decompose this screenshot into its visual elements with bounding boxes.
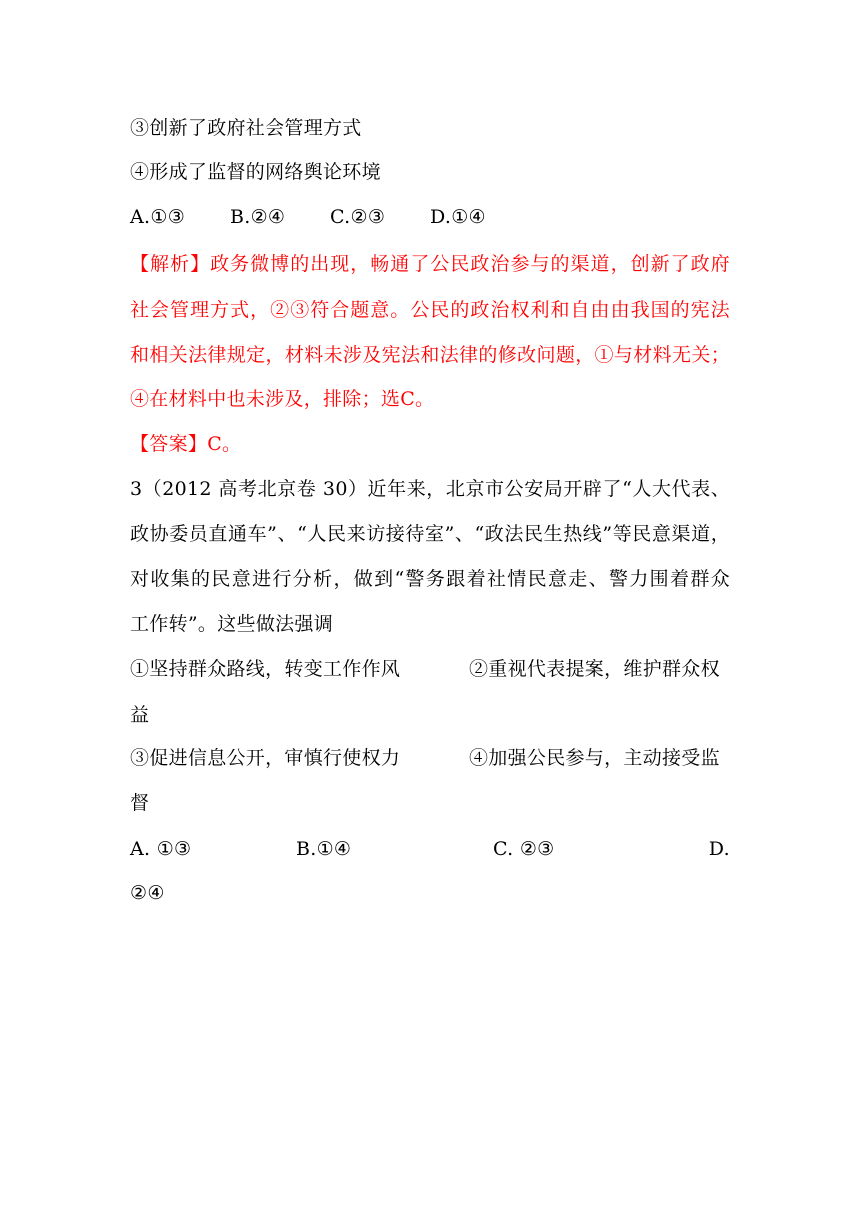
q2-analysis-line-4: ④在材料中也未涉及，排除；选C。 (130, 388, 435, 410)
q2-option-3: ③创新了政府社会管理方式 (130, 117, 362, 139)
q2-choice-a: A.①③ (130, 206, 186, 228)
q3-option-2: ②重视代表提案，维护群众权 (469, 658, 720, 680)
q3-choice-c: C. ②③ (493, 838, 555, 860)
q3-option-4-continuation: 督 (130, 792, 150, 814)
q2-analysis-line-2: 社会管理方式，②③符合题意。公民的政治权利和自由由我国的宪法 (130, 299, 730, 321)
q3-stem-line-1: 3（2012 高考北京卷 30）近年来，北京市公安局开辟了“人大代表、 (130, 478, 730, 500)
q2-choice-b: B.②④ (230, 206, 286, 228)
q3-choice-a: A. ①③ (130, 838, 192, 860)
q3-stem-line-2: 政协委员直通车”、“人民来访接待室”、“政法民生热线”等民意渠道， (130, 523, 730, 545)
q3-stem-line-4: 工作转”。这些做法强调 (130, 613, 334, 635)
q2-analysis-line-3: 和相关法律规定，材料未涉及宪法和法律的修改问题，①与材料无关； (130, 344, 730, 366)
q2-choice-d: D.①④ (430, 206, 486, 228)
q3-choice-d-continuation: ②④ (130, 882, 165, 904)
q3-choice-d: D. (708, 838, 730, 860)
q2-option-4: ④形成了监督的网络舆论环境 (130, 161, 381, 183)
q3-choice-b: B.①④ (296, 838, 352, 860)
q3-option-4: ④加强公民参与，主动接受监 (469, 747, 720, 769)
q3-option-1: ①坚持群众路线，转变工作作风 (130, 658, 401, 680)
q2-choice-c: C.②③ (330, 206, 386, 228)
q3-stem-line-3: 对收集的民意进行分析，做到“警务跟着社情民意走、警力围着群众 (130, 568, 730, 590)
q3-option-2-continuation: 益 (130, 704, 150, 726)
q2-answer: 【答案】C。 (130, 433, 242, 455)
q2-analysis-line-1: 【解析】政务微博的出现，畅通了公民政治参与的渠道，创新了政府 (130, 253, 730, 275)
q3-option-3: ③促进信息公开，审慎行使权力 (130, 747, 401, 769)
